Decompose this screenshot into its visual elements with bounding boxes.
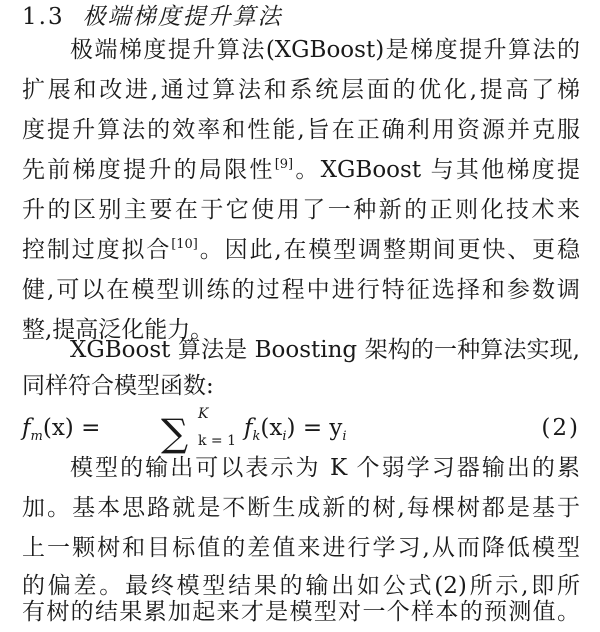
paragraph-1-line-2: 扩展和改进,通过算法和系统层面的优化,提高了梯: [22, 77, 580, 103]
equation-number: (2): [541, 415, 580, 441]
paragraph-1-line-5: 升的区别主要在于它使用了一种新的正则化技术来: [22, 197, 580, 223]
summation-lower-limit: k = 1: [198, 433, 237, 449]
paragraph-2-line-2: 同样符合模型函数:: [22, 373, 214, 399]
paragraph-3-line-1: 模型的输出可以表示为 K 个弱学习器输出的累: [70, 455, 580, 481]
citation-9: [9]: [274, 157, 294, 172]
text-run: 先前梯度提升的局限性: [22, 157, 275, 183]
section-number: 1.3: [22, 4, 65, 30]
formula-rhs: [244, 406, 347, 450]
paragraph-3-line-2: 加。基本思路就是不断生成新的树,每棵树都是基于: [22, 495, 580, 521]
citation-10: [10]: [171, 237, 198, 252]
paragraph-1-line-6: [22, 230, 580, 270]
equation-2: [22, 406, 580, 455]
formula-yi-subscript: i: [342, 429, 347, 444]
text-run: 。因此,在模型调整期间更快、更稳: [197, 237, 580, 263]
section-heading: [22, 0, 283, 34]
summation-upper-limit: K: [198, 406, 209, 422]
formula-rhs-open: (x: [260, 415, 283, 441]
formula-k-subscript: k: [252, 429, 261, 444]
formula-lhs: [22, 406, 100, 450]
paragraph-1-line-8: 整,提高泛化能力。: [22, 317, 214, 343]
formula-rhs-close: ) = y: [286, 415, 343, 441]
paragraph-2-line-1: XGBoost 算法是 Boosting 架构的一种算法实现,: [70, 337, 580, 363]
text-run: 。XGBoost 与其他梯度提: [293, 157, 580, 183]
paragraph-1-line-3: 度提升算法的效率和性能,旨在正确利用资源并克服: [22, 117, 580, 143]
formula-fk: f: [244, 415, 253, 441]
formula-i-subscript: i: [282, 429, 287, 444]
paragraph-1-line-4: [22, 150, 580, 190]
paragraph-3-line-4: 的偏差。最终模型结果的输出如公式(2)所示,即所: [22, 573, 580, 599]
paragraph-3-line-3: 上一颗树和目标值的差值来进行学习,从而降低模型: [22, 535, 580, 561]
formula-m-subscript: m: [30, 429, 43, 444]
text-run: 控制过度拟合: [22, 237, 172, 263]
summation-symbol: ∑: [161, 411, 189, 455]
paragraph-1-line-7: 健,可以在模型训练的过程中进行特征选择和参数调: [22, 277, 580, 303]
formula-f: f: [22, 415, 31, 441]
formula-lhs-arg: (x) =: [42, 415, 101, 441]
paragraph-3-line-5: 有树的结果累加起来才是模型对一个样本的预测值。: [22, 599, 580, 625]
section-title: 极端梯度提升算法: [82, 4, 283, 30]
paragraph-1-line-1: 极端梯度提升算法(XGBoost)是梯度提升算法的: [70, 37, 580, 63]
